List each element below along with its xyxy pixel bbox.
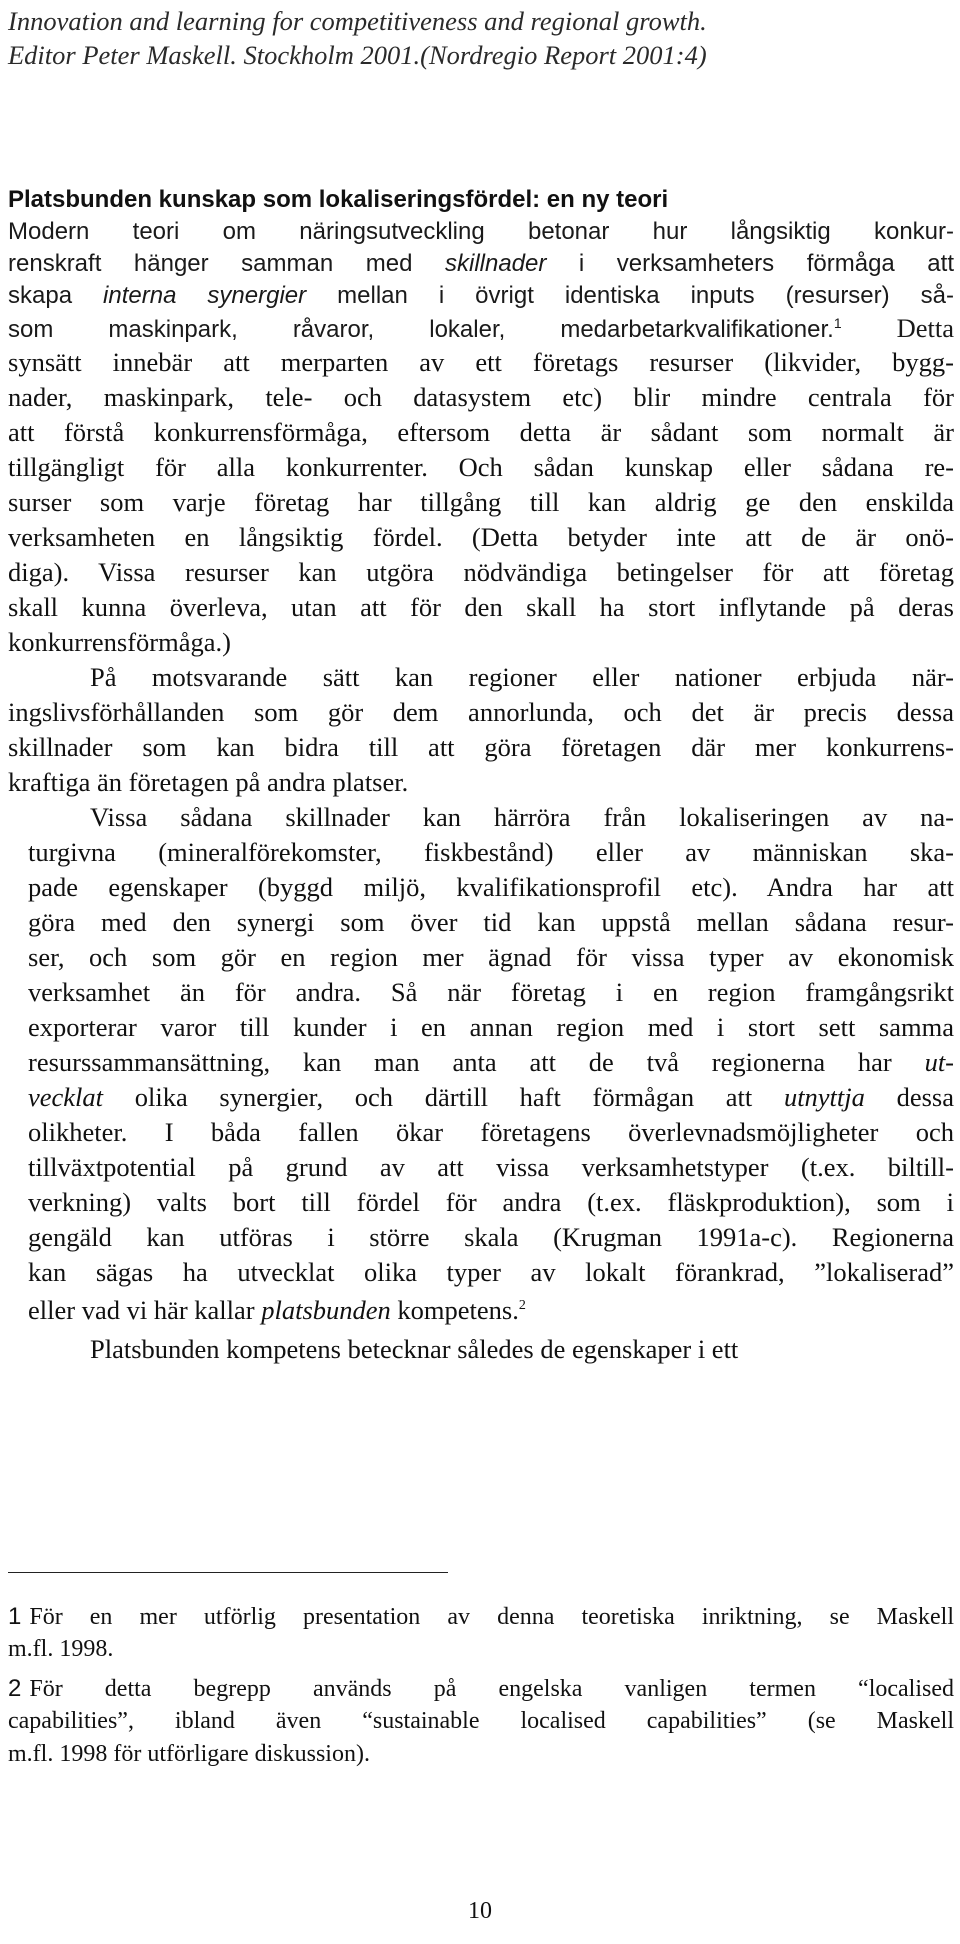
footnote-2-cont: capabilities”, ibland även “sustainable localised capabilities” (se Maskell xyxy=(8,1708,954,1734)
text-line: surser som varje företag har tillgång till kan aldrig ge den enskilda xyxy=(8,487,954,517)
text-line: kan sägas ha utvecklat olika typer av lokalt förankrad, ”lokaliserad” xyxy=(28,1257,954,1287)
text-line: tillväxtpotential på grund av att vissa verksamhetstyper (t.ex. biltill- xyxy=(28,1152,954,1182)
text-line: skapa interna synergier mellan i övrigt identiska inputs (resurser) så- xyxy=(8,282,954,309)
emphasis: interna synergier xyxy=(103,282,307,309)
text-line: kraftiga än företagen på andra platser. xyxy=(8,767,409,797)
running-header xyxy=(8,4,948,72)
footnote-1: 1 För en mer utförlig presentation av denna teoretiska inriktning, se Maskell xyxy=(8,1603,954,1630)
text-line: Vissa sådana skillnader kan härröra från lokaliseringen av na- xyxy=(90,802,954,832)
text-line: synsätt innebär att merparten av ett företags resurser (likvider, bygg- xyxy=(8,347,954,377)
header-line-1: Innovation and learning for competitiveness and regional growth. xyxy=(8,6,707,36)
text-line: pade egenskaper (byggd miljö, kvalifikationsprofil etc). Andra har att xyxy=(28,872,954,902)
header-line-2: Editor Peter Maskell. Stockholm 2001.(Nordregio Report 2001:4) xyxy=(8,40,707,70)
footnote-2-cont: m.fl. 1998 för utförligare diskussion). xyxy=(8,1741,370,1767)
text-line: På motsvarande sätt kan regioner eller nationer erbjuda när- xyxy=(90,662,954,692)
text-line: konkurrensförmåga.) xyxy=(8,627,231,657)
text-line: vecklat olika synergier, och därtill haft förmågan att utnyttja dessa xyxy=(28,1082,954,1112)
text-line: Modern teori om näringsutveckling betonar hur långsiktig konkur- xyxy=(8,218,954,245)
emphasis: utnyttja xyxy=(783,1082,865,1112)
text-line: ingslivsförhållanden som gör dem annorlunda, och det är precis dessa xyxy=(8,697,954,727)
text-line: ser, och som gör en region mer ägnad för vissa typer av ekonomisk xyxy=(28,942,954,972)
footnote-mark: 2 xyxy=(8,1675,22,1702)
text-line: skillnader som kan bidra till att göra företagen där mer konkurrens- xyxy=(8,732,954,762)
text-line: göra med den synergi som över tid kan uppstå mellan sådana resur- xyxy=(28,907,954,937)
text-line: exporterar varor till kunder i en annan region med i stort sett samma xyxy=(28,1012,954,1042)
text-line: diga). Vissa resurser kan utgöra nödvändiga betingelser för att företag xyxy=(8,557,954,587)
text-line: verkning) valts bort till fördel för andra (t.ex. fläskproduktion), som i xyxy=(28,1187,954,1217)
footnote-ref-2: 2 xyxy=(518,1298,526,1314)
text-line: verksamheten en långsiktig fördel. (Detta betyder inte att de är onö- xyxy=(8,522,954,552)
text-line: tillgängligt för alla konkurrenter. Och sådan kunskap eller sådana re- xyxy=(8,452,954,482)
footnote-2: 2 För detta begrepp används på engelska vanligen termen “localised xyxy=(8,1675,954,1702)
emphasis: skillnader xyxy=(444,250,547,277)
footnote-mark: 1 xyxy=(8,1603,22,1630)
emphasis: vecklat xyxy=(28,1082,104,1112)
footnote-1-cont: m.fl. 1998. xyxy=(8,1636,114,1662)
text-line: gengäld kan utföras i större skala (Krugman 1991a-c). Regionerna xyxy=(28,1222,954,1252)
text-line: Platsbunden kompetens betecknar således de egenskaper i ett xyxy=(90,1334,739,1364)
text-line: nader, maskinpark, tele- och datasystem etc) blir mindre centrala för xyxy=(8,382,954,412)
text-line: verksamhet än för andra. Så när företag i en region framgångsrikt xyxy=(28,977,954,1007)
text-line: turgivna (mineralförekomster, fiskbestånd) eller av människan ska- xyxy=(28,837,954,867)
text-line: skall kunna överleva, utan att för den skall ha stort inflytande på deras xyxy=(8,592,954,622)
page-number: 10 xyxy=(468,1898,492,1924)
section-heading: Platsbunden kunskap som lokaliseringsfördel: en ny teori xyxy=(8,186,669,213)
text-line: som maskinpark, råvaror, lokaler, medarbetarkvalifikationer.$^1$ Detta xyxy=(8,313,955,343)
emphasis: platsbunden xyxy=(261,1295,391,1325)
emphasis: ut- xyxy=(924,1047,954,1077)
text-line: renskraft hänger samman med skillnader i verksamheters förmåga att xyxy=(8,250,954,277)
footnote-ref-1: 1 xyxy=(833,315,842,331)
text-line: eller vad vi här kallar platsbunden kompetens.$^2$ xyxy=(28,1295,526,1325)
footnote-separator xyxy=(8,1572,448,1573)
text-line: att förstå konkurrensförmåga, eftersom detta är sådant som normalt är xyxy=(8,417,954,447)
text-line: resurssammansättning, kan man anta att de två regionerna har ut- xyxy=(28,1047,954,1077)
text-line: olikheter. I båda fallen ökar företagens överlevnadsmöjligheter och xyxy=(28,1117,954,1147)
